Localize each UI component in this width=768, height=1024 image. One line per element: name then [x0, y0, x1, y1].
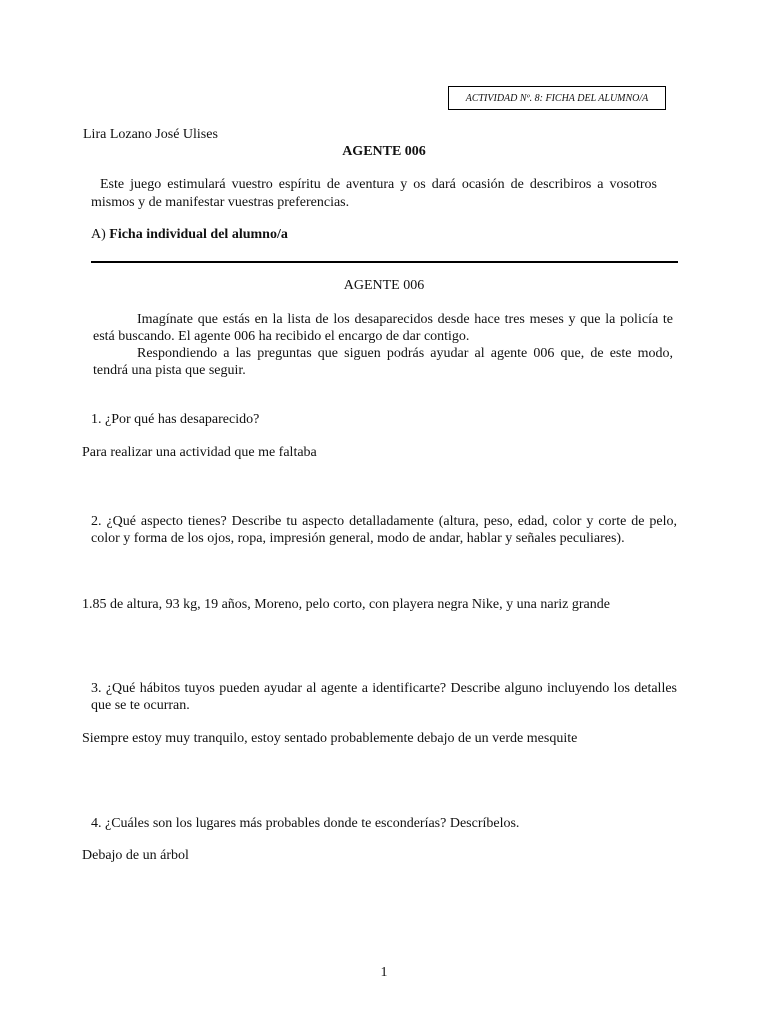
- document-title: AGENTE 006: [342, 144, 426, 159]
- activity-label-box: [448, 86, 666, 110]
- answer-3: Siempre estoy muy tranquilo, estoy sentado probablemente debajo de un verde mesquite: [82, 731, 578, 746]
- answer-1: Para realizar una actividad que me faltaba: [82, 445, 317, 460]
- question-1: 1. ¿Por qué has desaparecido?: [91, 412, 260, 427]
- intro-paragraph: Este juego estimulará vuestro espíritu de aventura y os dará ocasión de describiros a vosotros mismos y de manifestar vuestras preferencias.: [91, 177, 657, 210]
- answer-2: 1.85 de altura, 93 kg, 19 años, Moreno, pelo corto, con playera negra Nike, y una nariz grande: [82, 597, 610, 612]
- activity-label: ACTIVIDAD Nº. 8: FICHA DEL ALUMNO/A: [465, 93, 649, 104]
- student-name: Lira Lozano José Ulises: [83, 127, 218, 142]
- section-a-prefix: A): [91, 227, 106, 242]
- question-2: 2. ¿Qué aspecto tienes? Describe tu aspecto detalladamente (altura, peso, edad, color y corte de pelo, color y forma de los ojos, ropa, impresión general, modo de andar, hablar y señales peculiares).: [91, 514, 677, 546]
- instruction-paragraph-1: Imagínate que estás en la lista de los desaparecidos desde hace tres meses y que la policía te está buscando. El agente 006 ha recibido el encargo de dar contigo.: [93, 312, 673, 344]
- answer-4: Debajo de un árbol: [82, 848, 189, 863]
- instruction-paragraph-2: Respondiendo a las preguntas que siguen podrás ayudar al agente 006 que, de este modo, tendrá una pista que seguir.: [93, 346, 673, 378]
- section-a-label: Ficha individual del alumno/a: [109, 227, 288, 242]
- section-a-heading: [91, 227, 288, 243]
- section-divider: [91, 261, 678, 263]
- question-3: 3. ¿Qué hábitos tuyos pueden ayudar al agente a identificarte? Describe alguno incluyendo los detalles que se te ocurran.: [91, 681, 677, 713]
- page-number: 1: [380, 965, 388, 980]
- secondary-title: AGENTE 006: [343, 278, 425, 293]
- question-4: 4. ¿Cuáles son los lugares más probables donde te esconderías? Descríbelos.: [91, 816, 520, 831]
